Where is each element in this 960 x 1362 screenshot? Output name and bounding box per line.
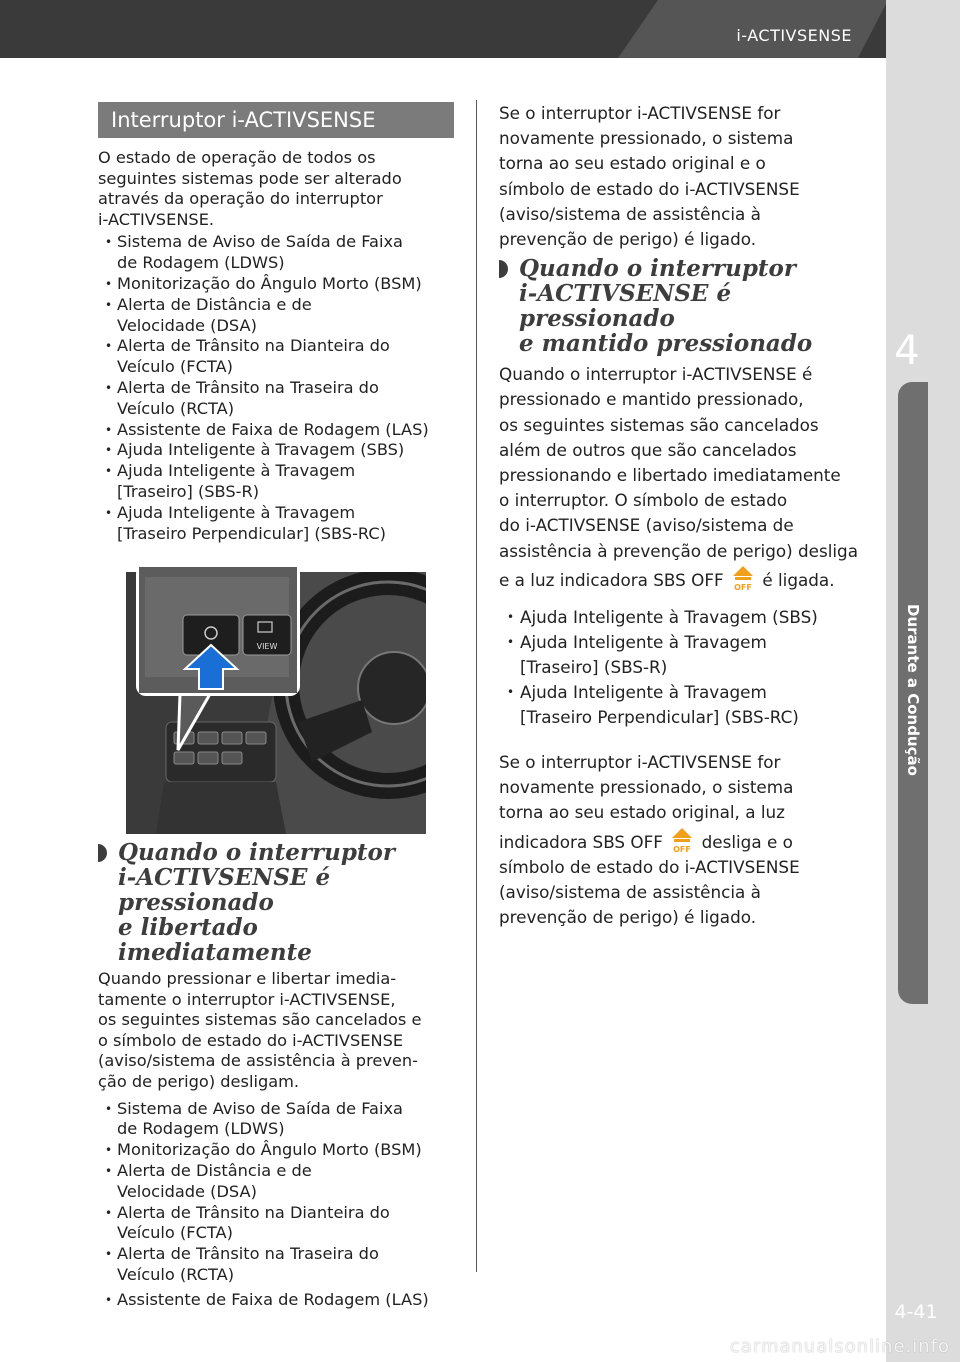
reset-paragraph: Se o interruptor i-ACTIVSENSE for novamente pressionado, o sistema torna ao seu estado original e o símbolo de estado do i-ACTIVSENSE (aviso/sistema de assistência à prevenção de perigo) é ligado.: [499, 103, 800, 250]
press-hold-paragraph: Quando o interruptor i-ACTIVSENSE é pressionado e mantido pressionado, os seguintes sistemas são cancelados além de outros que são cancelados pressionando e libertado imediatamente o interruptor. O símbolo de estado do i-ACTIVSENSE (aviso/sistema de assistência à prevenção de perigo) desliga e a luz indicadora SBS OFF OFF é ligada.: [499, 364, 858, 592]
left-column: [98, 102, 458, 544]
restore-paragraph: Se o interruptor i-ACTIVSENSE for novamente pressionado, o sistema torna ao seu estado original, a luz indicadora SBS OFF OFF desliga e o símbolo de estado do i-ACTIVSENSE (aviso/sistema de assistência à prevenção de perigo) é ligado.: [499, 752, 800, 928]
list-item: • Sistema de Aviso de Saída de Faixa de Rodagem (LDWS): [98, 232, 458, 274]
intro-paragraph: O estado de operação de todos os seguintes sistemas pode ser alterado através da operação do interruptor i-ACTIVSENSE.: [98, 148, 402, 229]
list-item: • Sistema de Aviso de Saída de Faixa de Rodagem (LDWS): [98, 1099, 458, 1141]
column-divider: [476, 100, 477, 1272]
subheading-press-release: Quando o interruptor i-ACTIVSENSE é pressionado e libertado imediatamente: [98, 840, 458, 965]
list-item: • Ajuda Inteligente à Travagem [Traseiro Perpendicular] (SBS-RC): [98, 503, 458, 545]
switch-callout: [136, 564, 300, 696]
list-item: • Monitorização do Ângulo Morto (BSM): [98, 274, 458, 295]
list-item: • Alerta de Trânsito na Dianteira do Veículo (FCTA): [98, 336, 458, 378]
sbs-off-icon: [668, 826, 696, 854]
callout-pointer: [170, 694, 230, 754]
held-cancelled-list: [499, 605, 859, 730]
list-item: • Ajuda Inteligente à Travagem [Traseiro Perpendicular] (SBS-RC): [499, 680, 859, 730]
list-item: • Assistente de Faixa de Rodagem (LAS): [98, 1290, 458, 1311]
left-column-lower: [98, 840, 458, 1311]
view-button-label: VIEW: [256, 642, 278, 651]
header-title: i-ACTIVSENSE: [736, 26, 852, 45]
subheading-marker-icon: [499, 260, 508, 278]
list-item: • Alerta de Trânsito na Traseira do Veículo (RCTA): [98, 1244, 458, 1286]
list-item: • Alerta de Trânsito na Traseira do Veículo (RCTA): [98, 378, 458, 420]
list-item: • Alerta de Distância e de Velocidade (DSA): [98, 295, 458, 337]
chapter-title: Durante a Condução: [904, 604, 922, 776]
chapter-number: 4: [894, 328, 920, 374]
list-item: • Monitorização do Ângulo Morto (BSM): [98, 1140, 458, 1161]
list-item: • Ajuda Inteligente à Travagem (SBS): [98, 440, 458, 461]
subheading-press-hold: Quando o interruptor i-ACTIVSENSE é pressionado e mantido pressionado: [499, 256, 859, 356]
list-item: • Assistente de Faixa de Rodagem (LAS): [98, 420, 458, 441]
switch-closeup: [139, 567, 297, 693]
list-item: • Alerta de Distância e de Velocidade (DSA): [98, 1161, 458, 1203]
sbs-off-icon: [729, 564, 757, 592]
list-item: • Ajuda Inteligente à Travagem (SBS): [499, 605, 859, 630]
list-item: • Ajuda Inteligente à Travagem [Traseiro] (SBS-R): [499, 630, 859, 680]
press-release-paragraph: Quando pressionar e libertar imedia- tamente o interruptor i-ACTIVSENSE, os seguintes sistemas são cancelados e o símbolo de estado do i-ACTIVSENSE (aviso/sistema de assistência à preven- ção de perigo) desligam.: [98, 969, 422, 1091]
section-heading: Interruptor i-ACTIVSENSE: [98, 102, 454, 138]
right-column: [499, 101, 859, 930]
svg-text:OFF: OFF: [734, 582, 752, 592]
list-item: • Alerta de Trânsito na Dianteira do Veículo (FCTA): [98, 1203, 458, 1245]
watermark: carmanualsonline.info: [729, 1336, 950, 1357]
list-item: • Ajuda Inteligente à Travagem [Traseiro] (SBS-R): [98, 461, 458, 503]
cancelled-systems-list: [98, 1099, 458, 1311]
page-number: 4-41: [894, 1301, 938, 1323]
systems-list: [98, 232, 458, 544]
subheading-marker-icon: [98, 844, 107, 862]
svg-text:OFF: OFF: [673, 844, 692, 854]
